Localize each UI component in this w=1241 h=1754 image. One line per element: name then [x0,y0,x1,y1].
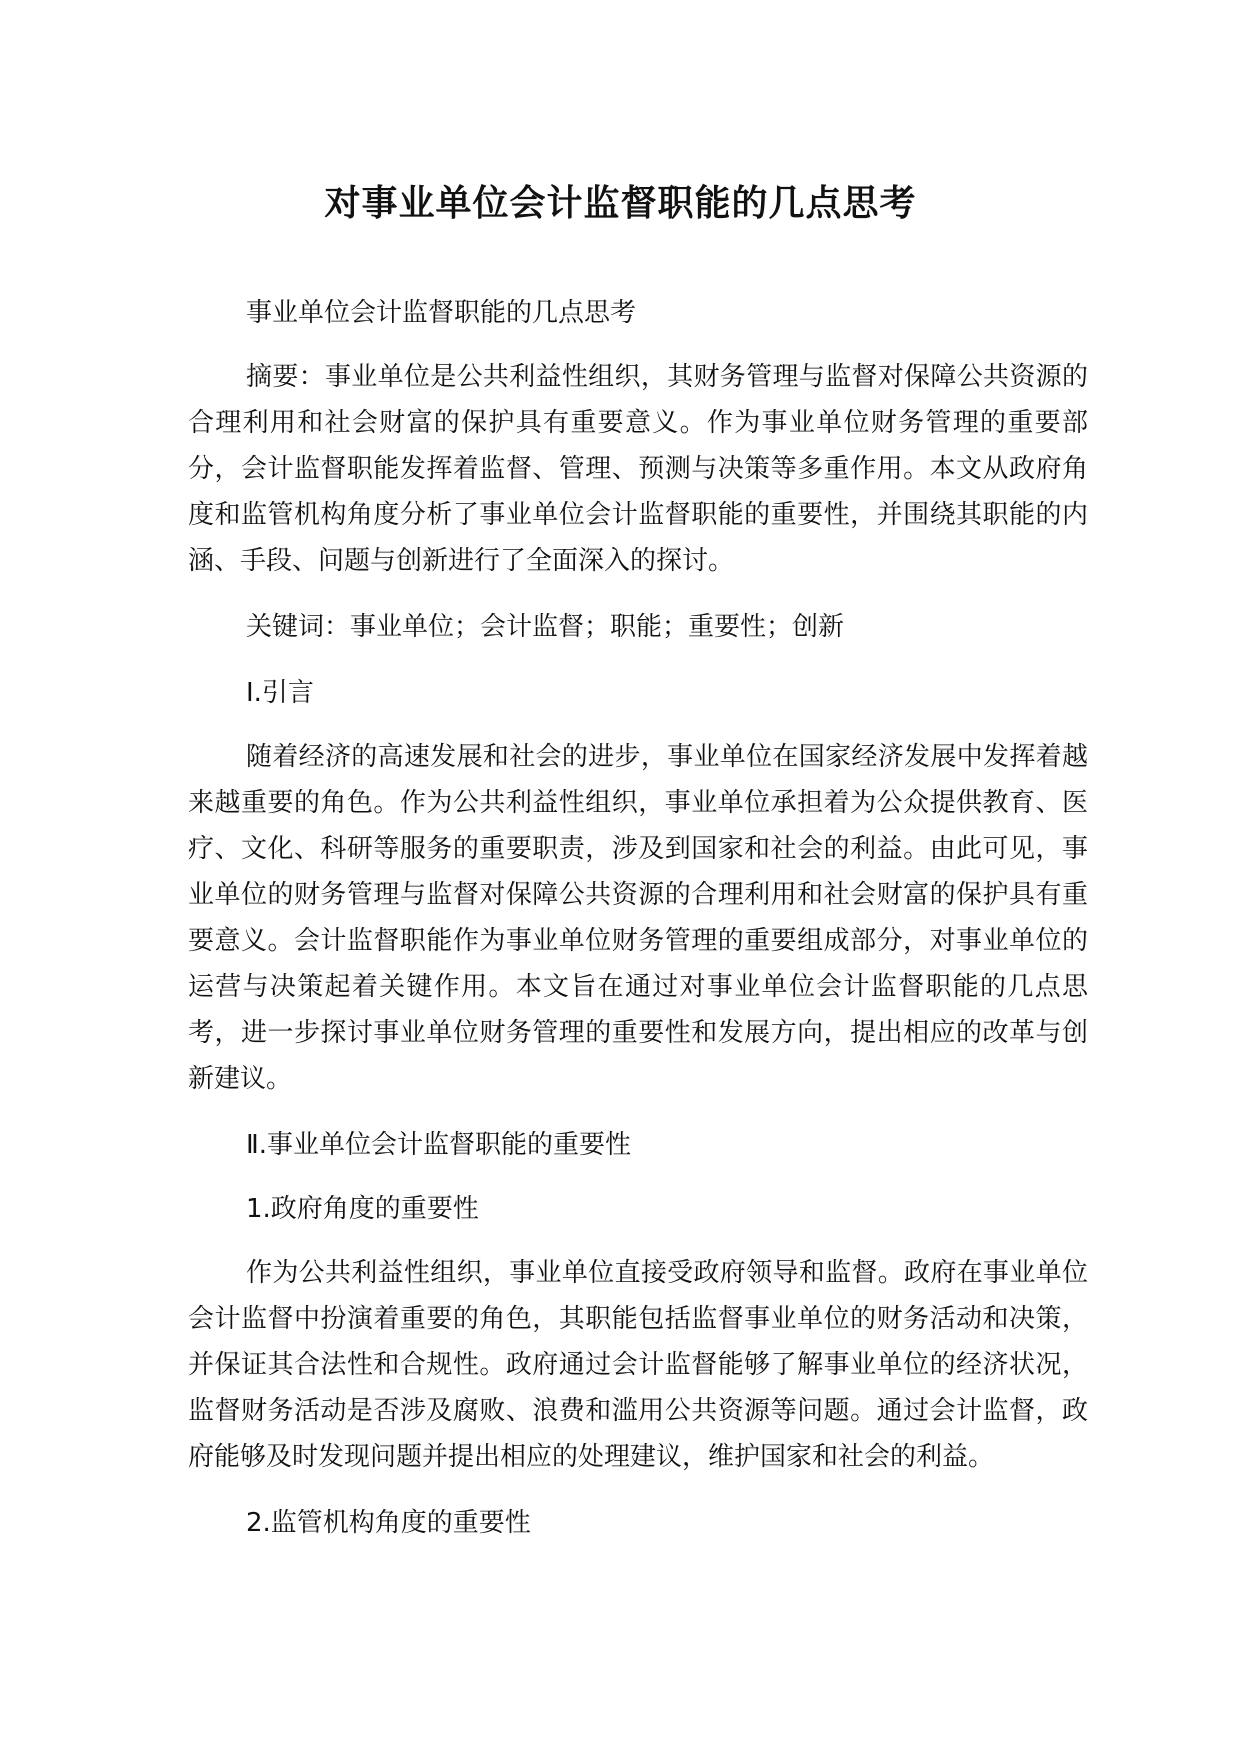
introduction-paragraph: 随着经济的高速发展和社会的进步，事业单位在国家经济发展中发挥着越来越重要的角色。作为公共利益性组织，事业单位承担着为公众提供教育、医疗、文化、科研等服务的重要职责，涉及到国家和社会的利益。由此可见，事业单位的财务管理与监督对保障公共资源的合理利用和社会财富的保护具有重要意义。会计监督职能作为事业单位财务管理的重要组成部分，对事业单位的运营与决策起着关键作用。本文旨在通过对事业单位会计监督职能的几点思考，进一步探讨事业单位财务管理的重要性和发展方向，提出相应的改革与创新建议。 [188,742,1088,1094]
subsection-heading-regulator: 2.监管机构角度的重要性 [246,1508,531,1538]
abstract-paragraph: 摘要：事业单位是公共利益性组织，其财务管理与监督对保障公共资源的合理利用和社会财富的保护具有重要意义。作为事业单位财务管理的重要部分，会计监督职能发挥着监督、管理、预测与决策等多重作用。本文从政府角度和监管机构角度分析了事业单位会计监督职能的重要性，并围绕其职能的内涵、手段、问题与创新进行了全面深入的探讨。 [188,362,1088,576]
keywords-paragraph: 关键词：事业单位；会计监督；职能；重要性；创新 [246,612,845,642]
government-paragraph: 作为公共利益性组织，事业单位直接受政府领导和监督。政府在事业单位会计监督中扮演着重要的角色，其职能包括监督事业单位的财务活动和决策，并保证其合法性和合规性。政府通过会计监督能够了解事业单位的经济状况，监督财务活动是否涉及腐败、浪费和滥用公共资源等问题。通过会计监督，政府能够及时发现问题并提出相应的处理建议，维护国家和社会的利益。 [188,1258,1088,1472]
subtitle: 事业单位会计监督职能的几点思考 [246,298,637,328]
section-heading-importance: Ⅱ.事业单位会计监督职能的重要性 [246,1130,632,1160]
document-body [188,290,1088,1564]
section-heading-introduction: Ⅰ.引言 [246,678,314,708]
document-title: 对事业单位会计监督职能的几点思考 [324,183,917,224]
subsection-heading-government: 1.政府角度的重要性 [246,1194,479,1224]
